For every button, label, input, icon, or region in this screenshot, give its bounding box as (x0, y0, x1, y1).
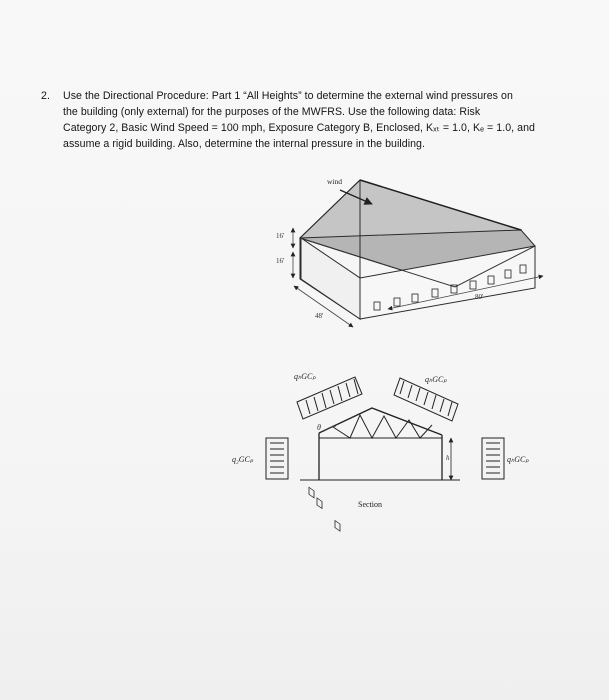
section-height-label: h (446, 454, 450, 462)
front-window-1 (309, 487, 314, 498)
problem-number: 2. (41, 90, 50, 102)
dimension-48ft-label: 48' (315, 312, 324, 320)
problem-line-4: assume a rigid building. Also, determine the internal pressure in the building. (63, 138, 425, 150)
windward-roof-load-box (297, 377, 362, 419)
windward-roof-load-label: qₕGCₚ (294, 372, 316, 381)
dimension-80ft-label: 80' (475, 293, 484, 301)
dimension-16ft-upper-label: 16' (276, 232, 285, 240)
front-windows (309, 487, 340, 531)
windward-wall-load-label: q₂GCₚ (232, 455, 254, 464)
section-angle-label: θ (317, 423, 321, 432)
leeward-wall-load-label: qₕGCₚ (507, 455, 529, 464)
leeward-roof-load (394, 378, 458, 421)
leeward-wall-load (482, 438, 504, 479)
dimension-16ft-lower-label: 16' (276, 257, 285, 265)
leeward-roof-load-label: qₕGCₚ (425, 375, 447, 384)
front-window-3 (335, 521, 340, 532)
front-window-2 (317, 498, 322, 509)
problem-line-3: Category 2, Basic Wind Speed = 100 mph, Exposure Category B, Enclosed, Kₓₜ = 1.0, Kₑ = 1.0, and (63, 122, 535, 134)
windward-roof-load (297, 377, 362, 419)
wind-label: wind (327, 177, 342, 186)
section-view (232, 372, 529, 509)
problem-line-1: Use the Directional Procedure: Part 1 “All Heights” to determine the external wind pressures on (63, 90, 513, 102)
problem-line-2: the building (only external) for the purposes of the MWFRS. Use the following data: Risk (63, 106, 481, 118)
section-truss-lines (333, 415, 432, 438)
windward-wall-load (266, 438, 288, 479)
section-caption: Section (358, 500, 382, 509)
